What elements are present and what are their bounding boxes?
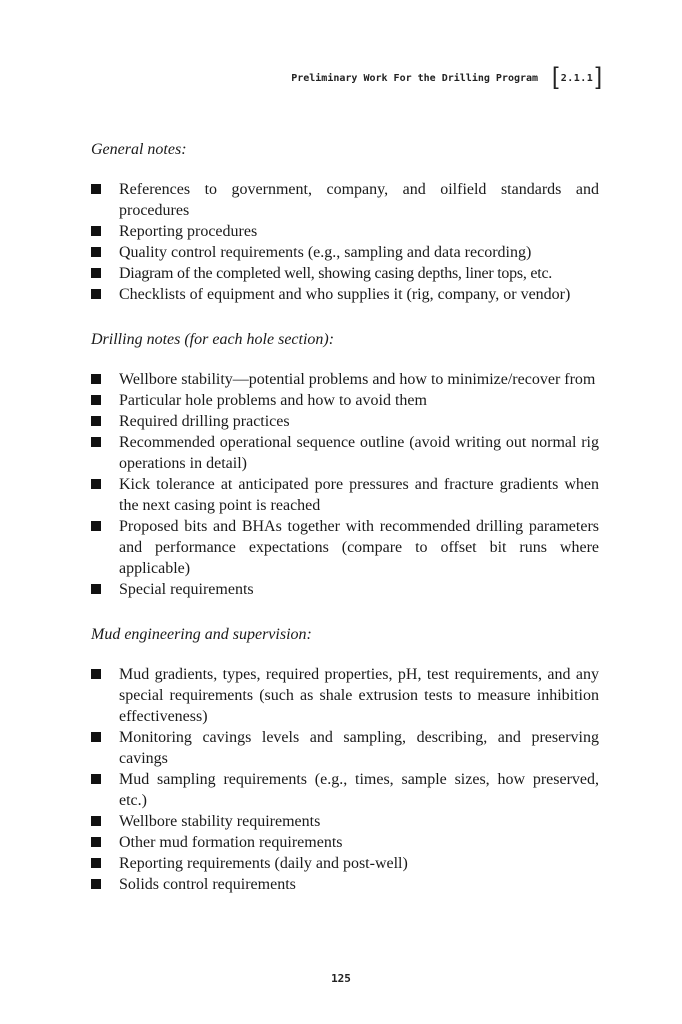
list-item-text: Mud gradients, types, required properties, pH, test requirements, and any special requirements (such as shale extrusion tests to measure inhibition effectiveness) [119,666,599,725]
list-item-text: Special requirements [119,581,254,598]
list-item [91,516,599,579]
list-item-text: Diagram of the completed well, showing casing depths, liner tops, etc. [119,265,553,282]
list-item [91,874,599,895]
list-item [91,832,599,853]
list-item [91,853,599,874]
bullet-square-icon [91,437,101,447]
bullet-square-icon [91,416,101,426]
bullet-square-icon [91,837,101,847]
list-item-text: Particular hole problems and how to avoid them [119,392,427,409]
list-item [91,474,599,516]
bullet-square-icon [91,395,101,405]
list-item-text: Solids control requirements [119,876,296,893]
bullet-square-icon [91,669,101,679]
list-item-text: Other mud formation requirements [119,834,343,851]
bullet-square-icon [91,879,101,889]
list-item [91,769,599,811]
list-item-text: Kick tolerance at anticipated pore pressures and fracture gradients when the next casing point is reached [119,476,599,514]
list-item [91,242,599,263]
list-item [91,727,599,769]
list-item-text: Proposed bits and BHAs together with recommended drilling parameters and performance expectations (compare to offset bit runs where applicable) [119,518,599,577]
bullet-square-icon [91,289,101,299]
list-item-text: Reporting requirements (daily and post-well) [119,855,408,872]
running-title: Preliminary Work For the Drilling Program [291,73,539,84]
bullet-square-icon [91,584,101,594]
list-item-text: Required drilling practices [119,413,290,430]
bullet-list-drilling-notes [91,369,599,600]
list-item [91,221,599,242]
bullet-square-icon [91,479,101,489]
page-number: 125 [331,972,351,985]
list-item-text: Checklists of equipment and who supplies it (rig, company, or vendor) [119,286,571,303]
list-item [91,811,599,832]
list-item [91,369,599,390]
bullet-square-icon [91,184,101,194]
list-item [91,390,599,411]
bullet-square-icon [91,858,101,868]
list-item [91,263,599,284]
list-item-text: Monitoring cavings levels and sampling, describing, and preserving cavings [119,729,599,767]
bullet-square-icon [91,816,101,826]
list-item [91,664,599,727]
list-item [91,432,599,474]
bullet-square-icon [91,247,101,257]
list-item-text: Recommended operational sequence outline (avoid writing out normal rig operations in detail) [119,434,599,472]
list-item-text: References to government, company, and oilfield standards and procedures [119,181,599,219]
list-item-text: Wellbore stability requirements [119,813,321,830]
bullet-square-icon [91,774,101,784]
bullet-square-icon [91,226,101,236]
list-item-text: Quality control requirements (e.g., sampling and data recording) [119,244,532,261]
section-heading-general-notes: General notes: [91,141,187,158]
list-item-text: Wellbore stability—potential problems and how to minimize/recover from [119,371,596,388]
bullet-square-icon [91,521,101,531]
section-heading-mud-engineering: Mud engineering and supervision: [91,626,312,643]
list-item-text: Mud sampling requirements (e.g., times, sample sizes, how preserved, etc.) [119,771,599,809]
bracket-open: [ [552,63,559,90]
list-item-text: Reporting procedures [119,223,258,240]
running-head [291,63,602,90]
bracket-close: ] [595,63,602,90]
bullet-square-icon [91,732,101,742]
section-heading-drilling-notes: Drilling notes (for each hole section): [91,331,335,348]
list-item [91,179,599,221]
bullet-list-general-notes [91,179,599,305]
bullet-list-mud-engineering [91,664,599,895]
list-item [91,284,599,305]
list-item [91,579,599,600]
section-number: 2.1.1 [560,73,594,84]
bullet-square-icon [91,374,101,384]
main-content [91,139,599,919]
list-item [91,411,599,432]
bullet-square-icon [91,268,101,278]
